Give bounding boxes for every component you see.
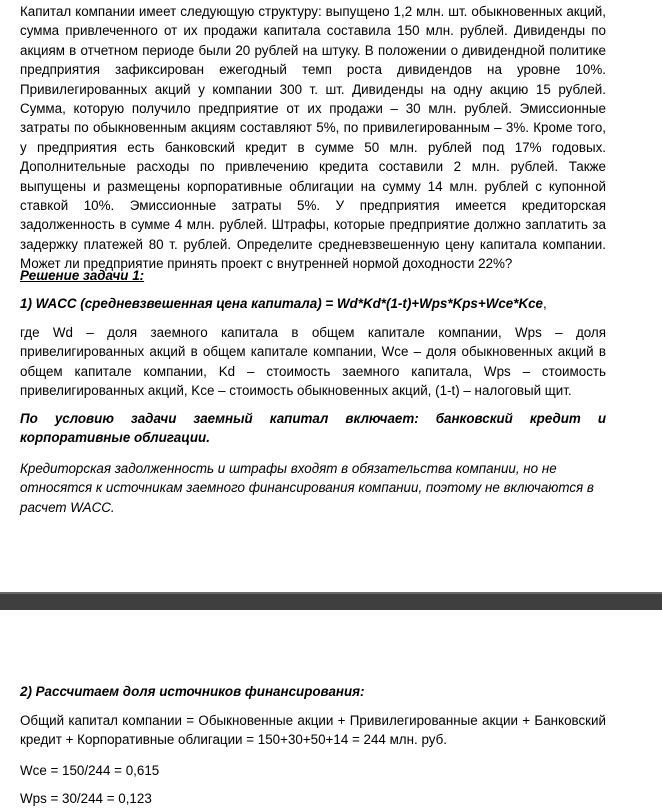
liabilities-note: Кредиторская задолженность и штрафы входят в обязательства компании, но не относятся к источникам заемного финансирования компании, поэтому не включаются в расчет WACC. <box>20 461 594 515</box>
step2-heading: 2) Рассчитаем доля источников финансирования: <box>20 684 365 699</box>
wacc-formula-text: 1) WACC (средневзвешенная цена капитала) = Wd*Kd*(1-t)+Wps*Kps+Wce*Kce <box>20 296 544 311</box>
total-capital-text: Общий капитал компании = Обыкновенные акции + Привилегированные акции + Банковский кредит + Корпоративные облигации = 150+30+50+14 = 244 млн. руб. <box>20 713 606 748</box>
problem-statement: Капитал компании имеет следующую структуру: выпущено 1,2 млн. шт. обыкновенных акций, сумма привлеченного от их продажи капитала составила 150 млн. рублей. Дивиденды по акциям в отчетном периоде были 20 рублей на штуку. В положении о дивидендной политике предприятия зафиксирован ежегодный темп роста дивидендов на уровне 10%. Привилегированных акций у компании 300 т. шт. Дивиденды на одну акцию 15 рублей. Сумма, которую получило предприятие от их продажи – 30 млн. рублей. Эмиссионные затраты по обыкновенным акциям составляют 5%, по привилегированным – 3%. Кроме того, у предприятия есть банковский кредит в сумме 50 млн. рублей под 17% годовых. Дополнительные расходы по привлечению кредита составили 2 млн. рублей. Также выпущены и размещены корпоративные облигации на сумму 14 млн. рублей с купонной ставкой 10%. Эмиссионные затраты 5%. У предприятия имеется кредиторская задолженность в сумме 4 млн. рублей. Штрафы, которые предприятие должно заплатить за задержку платежей 80 т. рублей. Определите средневзвешенную цену капитала компании. Может ли предприятие принять проект с внутренней нормой доходности 22%? <box>20 4 606 272</box>
formula-legend: где Wd – доля заемного капитала в общем капитале компании, Wps – доля привелигированных акций в общем капитале компании, Wce – доля обыкновенных акций в общем капитале компании, Kd – стоимость заемного капитала, Wps – стоимость привелигированных акций, Kce – стоимость обыкновенных акций, (1-t) – налоговый щит. <box>20 325 606 399</box>
wacc-formula-comma: , <box>543 296 547 311</box>
wacc-formula <box>20 294 606 313</box>
wce-calculation: Wce = 150/244 = 0,615 <box>20 763 160 778</box>
wps-calculation: Wps = 30/244 = 0,123 <box>20 791 152 806</box>
solution-heading: Решение задачи 1: <box>20 268 145 283</box>
document-page-2 <box>0 610 662 808</box>
page-divider <box>0 592 662 610</box>
borrowed-capital-note: По условию задачи заемный капитал включает: банковский кредит и корпоративные облигации. <box>20 411 606 446</box>
